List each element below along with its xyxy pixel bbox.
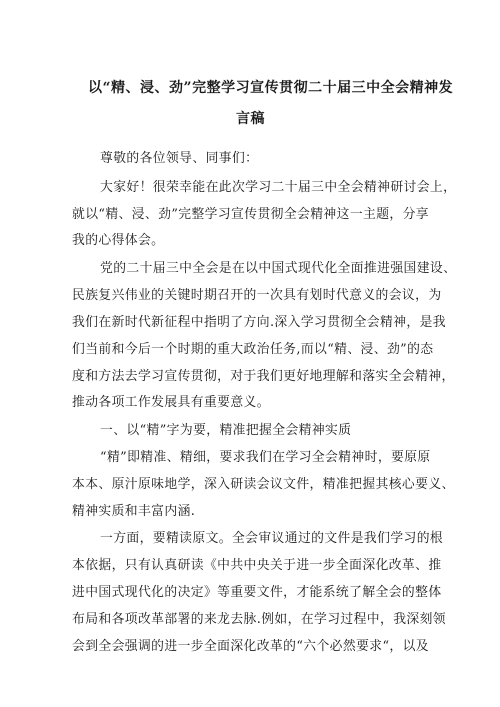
paragraph-line: 布局和各项改革部署的来龙去脉.例如，在学习过程中，我深刻领: [72, 612, 446, 627]
paragraph-line: 我的心得体会。: [72, 233, 165, 248]
paragraph-line: 党的二十届三中全会是在以中国式现代化全面推进强国建设、: [100, 261, 457, 276]
paragraph-line: 民族复兴伟业的关键时期召开的一次具有划时代意义的会议，为: [72, 288, 442, 303]
paragraph-line: 我们在新时代新征程中指明了方向.深入学习贯彻全会精神，是我: [72, 315, 446, 330]
paragraph-line: 大家好！很荣幸能在此次学习二十届三中全会精神研讨会上，: [100, 180, 457, 195]
paragraph-line: 会到全会强调的进一步全面深化改革的“六个必然要求“，以及: [72, 639, 430, 654]
paragraph-line: 本本、原汁原味地学，深入研读会议文件，精准把握其核心要义、: [72, 477, 455, 492]
paragraph-line: 就以“精、浸、劲”完整学习宣传贯彻全会精神这一主题，分享: [72, 207, 430, 222]
paragraph-line: 们当前和今后一个时期的重大政治任务,而以“精、浸、劲”的态: [72, 342, 434, 357]
paragraph-line: 推动各项工作发展具有重要意义。: [72, 395, 270, 410]
salutation: 尊敬的各位领导、同事们：: [100, 151, 259, 166]
paragraph-line: “精”即精准、精细，要求我们在学习全会精神时，要原原: [100, 450, 431, 465]
paragraph-line: 精神实质和丰富内涵.: [72, 504, 196, 519]
document-title-line-1: 以“精、浸、劲”完整学习宣传贯彻二十届三中全会精神发: [88, 80, 454, 96]
document-title-line-2: 言稿: [236, 111, 265, 127]
paragraph-line: 进中国式现代化的决定》等重要文件，才能系统了解全会的整体: [72, 585, 442, 600]
paragraph-line: 度和方法去学习宣传贯彻，对于我们更好地理解和落实全会精神，: [72, 369, 455, 384]
paragraph-line: 一方面，要精读原文。全会审议通过的文件是我们学习的根: [100, 531, 444, 546]
paragraph-line: 本依据，只有认真研读《中共中央关于进一步全面深化改革、推: [72, 558, 442, 573]
section-heading: 一、以“精”字为要，精准把握全会精神实质: [100, 423, 352, 438]
